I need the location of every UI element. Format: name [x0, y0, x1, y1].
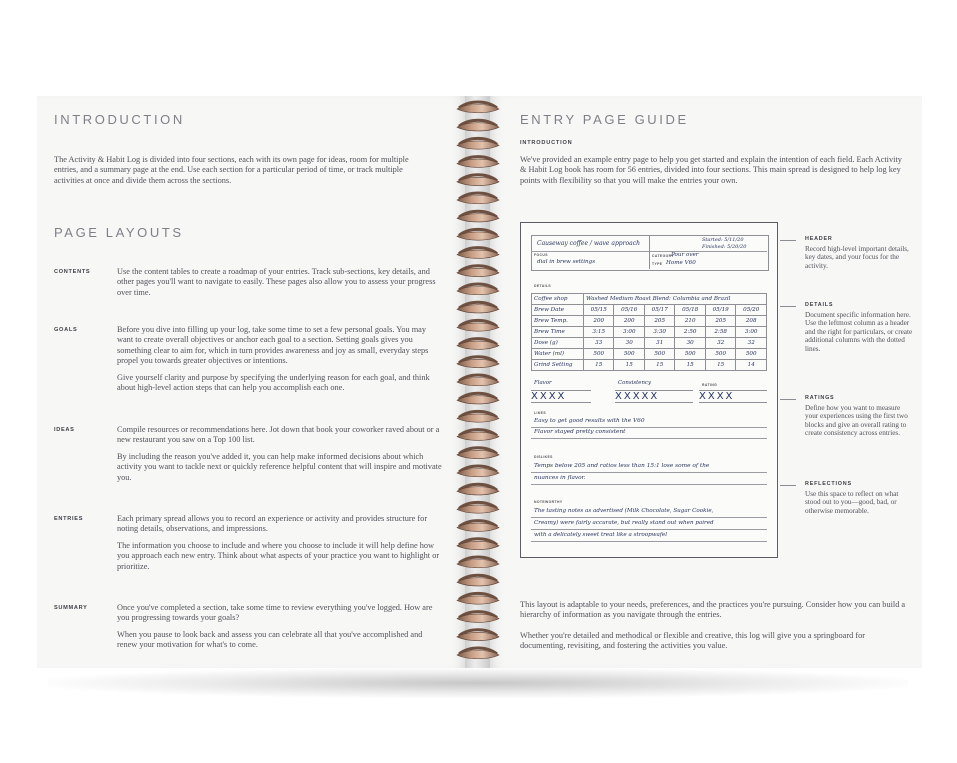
section-text-contents [117, 267, 442, 304]
dislikes-label: DISLIKES [534, 455, 553, 459]
section-label-summary: SUMMARY [54, 605, 88, 611]
table-cell: 208 [736, 316, 767, 327]
leader-line [780, 485, 796, 486]
focus-value: dial in brew settings [537, 259, 596, 265]
category-value: Pour over [671, 252, 699, 258]
entry-page-guide-heading: ENTRY PAGE GUIDE [520, 112, 689, 127]
table-cell: 210 [675, 316, 705, 327]
details-label: DETAILS [534, 284, 552, 288]
focus-label: FOCUS [534, 253, 548, 257]
table-cell: 14 [736, 360, 767, 371]
table-cell: 3:00 [614, 327, 644, 338]
table-cell: 05/17 [644, 305, 674, 316]
table-cell: 500 [614, 349, 644, 360]
table-cell: 32 [705, 338, 735, 349]
table-cell: 205 [705, 316, 735, 327]
table-cell: 15 [675, 360, 705, 371]
section-paragraph: By including the reason you've added it, you can help make informed decisions about which activity you want to tackle next or quickly reference helpful content that will inspire and motivate you. [117, 451, 442, 482]
table-cell: Brew Time [532, 327, 584, 338]
section-paragraph: Each primary spread allows you to record an experience or activity and provides structure for noting details, observations, and impressions. [117, 514, 428, 534]
table-cell: Water (ml) [532, 349, 584, 360]
rating-consistency-label: Consistency [618, 380, 651, 386]
example-entry-page [520, 222, 778, 558]
type-value: Home V60 [666, 260, 696, 266]
table-row [532, 338, 767, 349]
table-cell: 2:58 [705, 327, 735, 338]
annotation-header-label: HEADER [805, 236, 833, 242]
table-cell: 15 [705, 360, 735, 371]
annotation-header-text: Record high-level important details, key dates, and your focus for the activity. [805, 245, 909, 270]
section-text-entries [117, 514, 442, 578]
table-cell: Coffee shop [532, 294, 584, 305]
annotation-ratings-label: RATINGS [805, 395, 835, 401]
likes-label: LIKES [534, 411, 546, 415]
table-cell: 500 [644, 349, 674, 360]
rating-flavor-label: Flavor [534, 380, 552, 386]
annotation-ratings-text: Define how you want to measure your experiences using the first two blocks and give an overall rating to create consistency across entries. [805, 404, 908, 438]
introduction-text: The Activity & Habit Log is divided into four sections, each with its own page for ideas, room for multiple entries, and a summary page at the end. Use each section for a particular period of time, or track multiple activities at once and divide them across the sections. [54, 155, 409, 185]
table-cell: 500 [736, 349, 767, 360]
dislikes-line: nuances in flavor. [534, 475, 586, 481]
section-label-contents: CONTENTS [54, 269, 91, 275]
spiral-binding [453, 98, 503, 666]
rating-consistency-value: XXXXX [615, 390, 693, 403]
section-text-ideas [117, 425, 442, 489]
table-cell: 33 [584, 338, 614, 349]
page-layouts-heading: PAGE LAYOUTS [54, 225, 184, 240]
table-row [532, 305, 767, 316]
category-label: CATEGORY [652, 254, 675, 258]
entry-introduction-text: We've provided an example entry page to help you get started and explain the intention of each field. Each Activity & Habit Log book has room for 56 entries, divided into four sections. This main spread is designed to help log key points with flexibility so that you will make the entries your own. [520, 155, 902, 185]
section-text-goals [117, 325, 442, 399]
table-cell: 30 [675, 338, 705, 349]
annotation-reflections-text: Use this space to reflect on what stood out to you—good, bad, or otherwise memorable. [805, 490, 899, 515]
table-cell: 15 [584, 360, 614, 371]
layout-adaptable-text: This layout is adaptable to your needs, preferences, and the practices you're pursuing. Consider how you can build a hierarchy of information as you navigate through the entries. [520, 600, 906, 620]
entry-title: Causeway coffee / wave approach [537, 240, 640, 247]
table-cell: 3:00 [736, 327, 767, 338]
table-cell: 31 [644, 338, 674, 349]
noteworthy-label: NOTEWORTHY [534, 500, 563, 504]
table-row [532, 316, 767, 327]
table-cell: 32 [736, 338, 767, 349]
section-paragraph: The information you choose to include and where you choose to include it will help define how you approach each new entry. Think about what aspects of your practice you want to highlight or prioritize. [117, 540, 440, 571]
table-cell: 15 [644, 360, 674, 371]
table-cell: 205 [644, 316, 674, 327]
entry-finished: Finished: 5/20/20 [702, 244, 747, 250]
table-cell: Brew Date [532, 305, 584, 316]
likes-line: Flavor stayed pretty consistent [534, 429, 626, 435]
section-label-entries: ENTRIES [54, 516, 84, 522]
entry-started: Started: 5/11/20 [702, 237, 744, 243]
dislikes-line: Temps below 205 and ratios less than 15:1 lose some of the [534, 463, 710, 469]
type-label: TYPE [652, 262, 663, 266]
introduction-heading: INTRODUCTION [54, 112, 185, 127]
annotation-details-label: DETAILS [805, 302, 834, 308]
noteworthy-line: The tasting notes as advertised (Milk Chocolate, Sugar Cookie, [534, 508, 714, 514]
springboard-text: Whether you're detailed and methodical or flexible and creative, this log will give you a springboard for documenting, revisiting, and fostering the activities you value. [520, 631, 866, 651]
table-cell: 05/19 [705, 305, 735, 316]
table-cell: Grind Setting [532, 360, 584, 371]
table-cell: Dose (g) [532, 338, 584, 349]
likes-line: Easy to get good results with the V60 [534, 418, 645, 424]
section-paragraph: Use the content tables to create a roadmap of your entries. Track sub-sections, key details, and other pages you'll want to navigate to easily. These pages also allow you to assess your progress over time. [117, 267, 436, 297]
section-paragraph: Compile resources or recommendations here. Jot down that book your coworker raved about or a new restaurant you saw on a Top 100 list. [117, 425, 440, 445]
table-cell: 3:15 [584, 327, 614, 338]
rating-overall-label: RATING [702, 383, 718, 387]
table-row [532, 327, 767, 338]
section-label-goals: GOALS [54, 327, 78, 333]
leader-line [780, 399, 796, 400]
details-header-row [532, 294, 767, 305]
noteworthy-line: Creamy) were fairly accurate, but really stand out when paired [534, 520, 714, 526]
rating-overall-value: XXXX [699, 390, 767, 403]
table-cell: 30 [614, 338, 644, 349]
table-cell: 05/20 [736, 305, 767, 316]
table-cell: 15 [614, 360, 644, 371]
section-paragraph: Before you dive into filling up your log, take some time to set a few personal goals. You may want to create overall objectives or anchor each goal to a section. Setting goals gives you something clear to aim for, which in turn provides awareness and joy as small, everyday steps propel you towards greater objectives or intentions. [117, 325, 429, 366]
entry-introduction-label: INTRODUCTION [520, 140, 573, 146]
section-paragraph: Give yourself clarity and purpose by specifying the underlying reason for each goal, and think about high-level action steps that can help you accomplish each one. [117, 372, 430, 393]
table-cell: 05/18 [675, 305, 705, 316]
noteworthy-line: with a delicately sweet treat like a stroopwafel [534, 532, 668, 538]
table-cell: 3:30 [644, 327, 674, 338]
rating-flavor-value: XXXX [531, 390, 591, 403]
section-paragraph: Once you've completed a section, take some time to review everything you've logged. How are you progressing towards your goals? [117, 603, 433, 623]
section-text-summary [117, 603, 442, 657]
section-label-ideas: IDEAS [54, 427, 75, 433]
table-cell: 05/16 [614, 305, 644, 316]
section-paragraph: When you pause to look back and assess you can celebrate all that you've accomplished and renew your motivation for what's to come. [117, 629, 423, 650]
book-shadow [48, 668, 908, 698]
leader-line [780, 306, 796, 307]
table-cell: 05/15 [584, 305, 614, 316]
table-cell: 200 [614, 316, 644, 327]
annotation-details-text: Document specific information here. Use the leftmost column as a header and the right for particulars, or create additional columns with the dotted lines. [805, 311, 913, 353]
details-table [531, 293, 767, 371]
table-cell: 200 [584, 316, 614, 327]
table-cell: Brew Temp. [532, 316, 584, 327]
table-cell: 2:50 [675, 327, 705, 338]
table-cell: 500 [675, 349, 705, 360]
table-cell: 500 [584, 349, 614, 360]
table-cell: Washed Medium Roast Blend: Columbia and Brazil [584, 294, 767, 305]
annotation-reflections-label: REFLECTIONS [805, 481, 852, 487]
table-row [532, 360, 767, 371]
leader-line [780, 240, 796, 241]
table-cell: 500 [705, 349, 735, 360]
table-row [532, 349, 767, 360]
